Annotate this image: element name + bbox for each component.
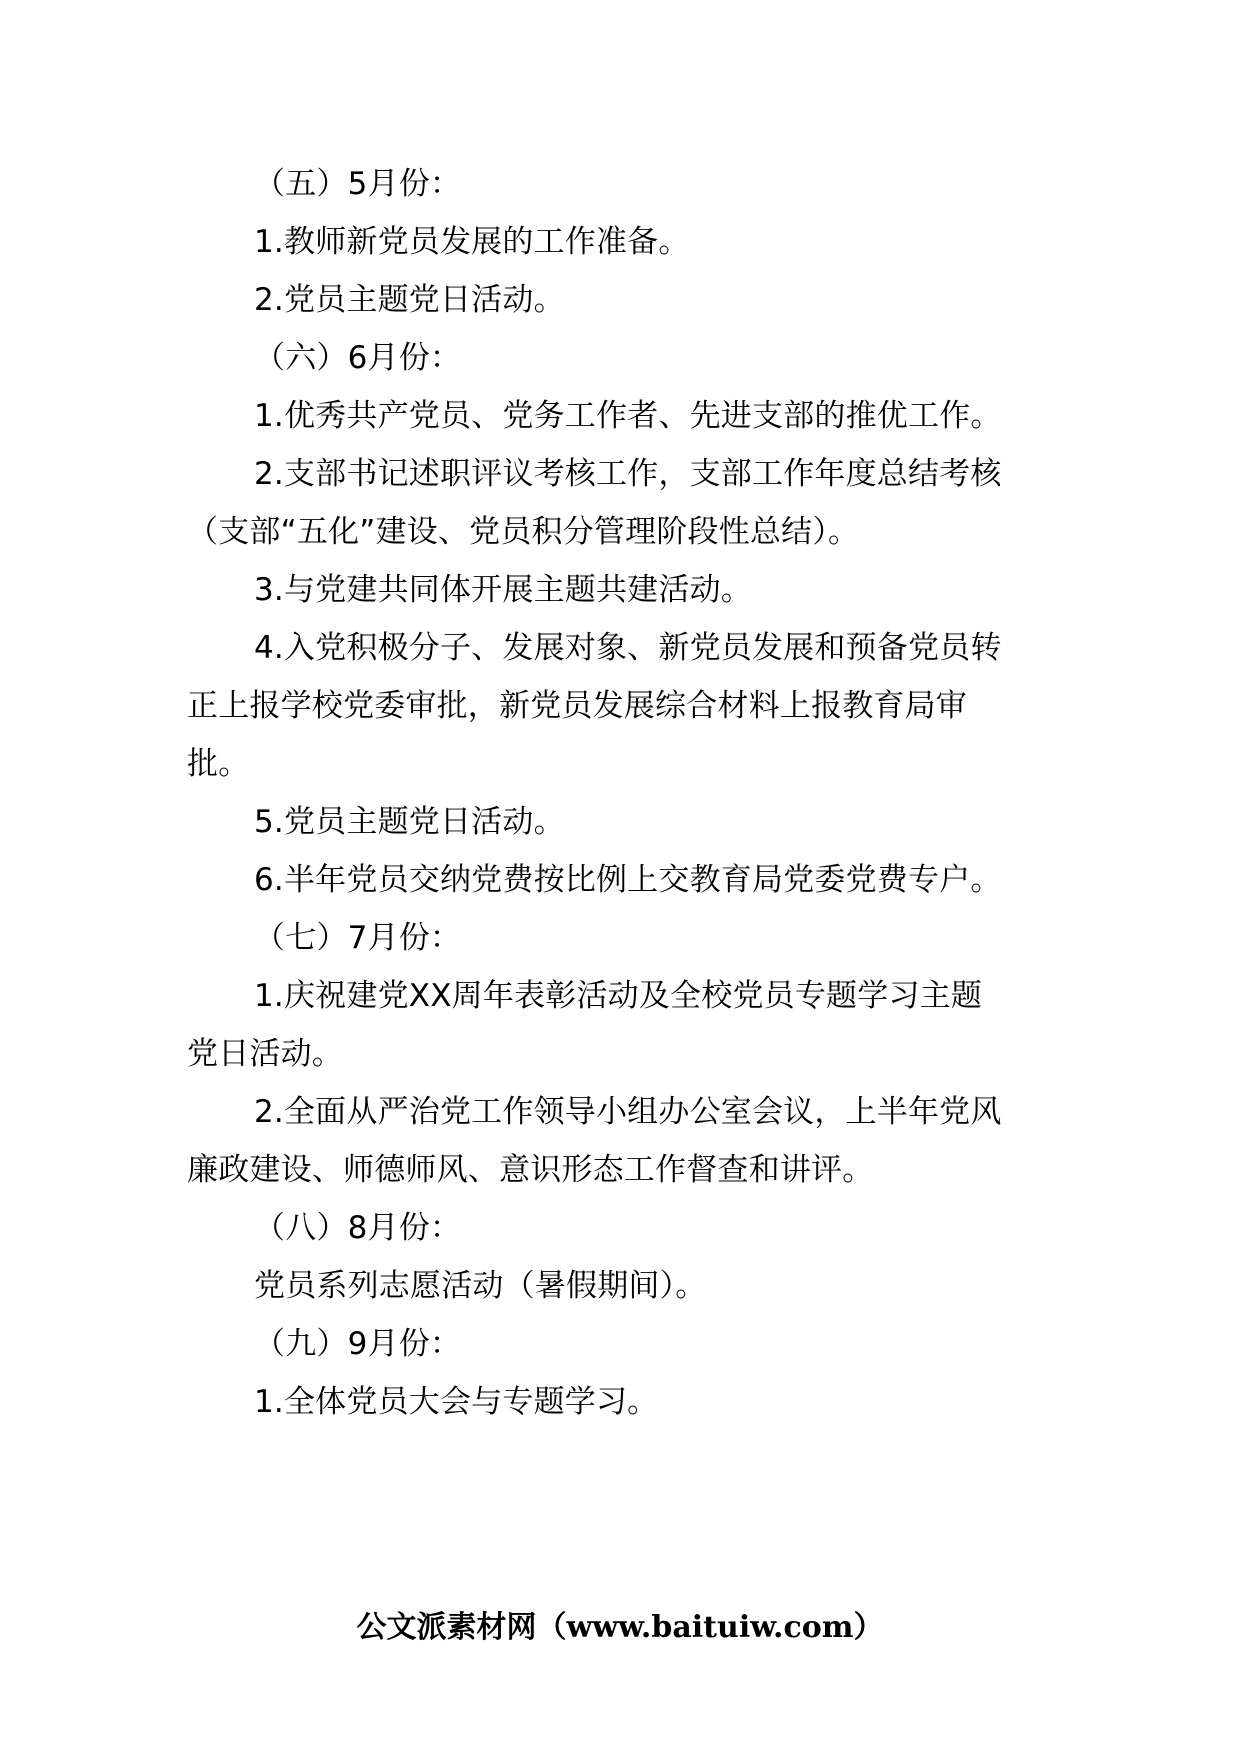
- section-heading-may: （五）5月份：: [254, 166, 462, 202]
- list-item: 1.全体党员大会与专题学习。: [254, 1384, 659, 1420]
- list-item: 1.优秀共产党员、党务工作者、先进支部的推优工作。: [254, 398, 1002, 434]
- section-heading-august: （八）8月份：: [254, 1210, 462, 1246]
- list-item: 2.党员主题党日活动。: [254, 282, 565, 318]
- list-item-continuation: 正上报学校党委审批，新党员发展综合材料上报教育局审: [187, 688, 967, 724]
- list-item-continuation: 批。: [187, 746, 250, 782]
- list-item: 1.庆祝建党XX周年表彰活动及全校党员专题学习主题: [254, 978, 983, 1014]
- list-item: 6.半年党员交纳党费按比例上交教育局党委党费专户。: [254, 862, 1002, 898]
- section-heading-july: （七）7月份：: [254, 920, 462, 956]
- list-item-continuation: 廉政建设、师德师风、意识形态工作督查和讲评。: [187, 1152, 874, 1188]
- section-heading-september: （九）9月份：: [254, 1326, 462, 1362]
- list-item-continuation: （支部“五化”建设、党员积分管理阶段性总结）。: [187, 514, 860, 550]
- list-item-continuation: 党日活动。: [187, 1036, 343, 1072]
- list-item: 党员系列志愿活动（暑假期间）。: [254, 1268, 707, 1304]
- list-item: 1.教师新党员发展的工作准备。: [254, 224, 690, 260]
- list-item: 2.支部书记述职评议考核工作，支部工作年度总结考核: [254, 456, 1002, 492]
- list-item: 3.与党建共同体开展主题共建活动。: [254, 572, 752, 608]
- list-item: 5.党员主题党日活动。: [254, 804, 565, 840]
- footer-watermark: 公文派素材网（www.baituiw.com）: [356, 1610, 884, 1645]
- list-item: 2.全面从严治党工作领导小组办公室会议，上半年党风: [254, 1094, 1002, 1130]
- list-item: 4.入党积极分子、发展对象、新党员发展和预备党员转: [254, 630, 1002, 666]
- section-heading-june: （六）6月份：: [254, 340, 462, 376]
